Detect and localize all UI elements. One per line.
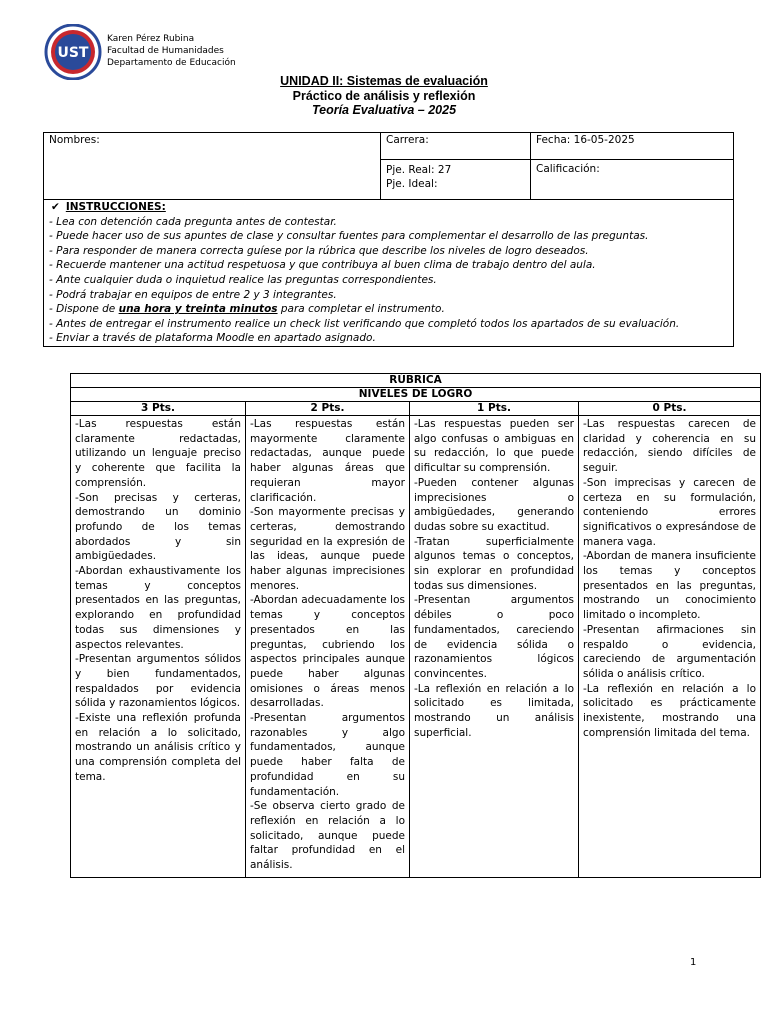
rubric-title: RÚBRICA bbox=[71, 374, 761, 388]
career-label: Carrera: bbox=[386, 134, 429, 146]
criterion: -Las respuestas pueden ser algo confusas o ambiguas en su redacción, lo que puede dificultar su comprensión. bbox=[414, 418, 574, 475]
criterion: -Presentan afirmaciones sin respaldo o evidencia, careciendo de argumentación sólida o análisis crítico. bbox=[583, 623, 756, 680]
criterion: -Las respuestas están claramente redactadas, utilizando un lenguaje preciso y coherente que facilita la comprensión. bbox=[75, 418, 241, 489]
time-emphasis: una hora y treinta minutos bbox=[118, 303, 278, 316]
criterion: -Abordan exhaustivamente los temas y conceptos presentados en las preguntas, explorando en profundidad todas sus dimensiones y aspectos relevantes. bbox=[75, 565, 241, 651]
score-cell bbox=[381, 160, 531, 200]
instruction-item: - Ante cualquier duda o inquietud realice las preguntas correspondientes. bbox=[49, 273, 437, 286]
criterion: -La reflexión en relación a lo solicitado es limitada, mostrando un análisis superficial. bbox=[414, 682, 574, 739]
instructions-heading bbox=[49, 200, 733, 215]
criterion: -Presentan argumentos débiles o poco fundamentados, careciendo de evidencia sólida o razonamientos lógicos convincentes. bbox=[414, 594, 574, 680]
rubric-cell-2pts bbox=[246, 416, 410, 878]
rubric-col-header: 2 Pts. bbox=[246, 402, 410, 416]
seal-letters: UST bbox=[57, 45, 89, 61]
criterion: -Tratan superficialmente algunos temas o conceptos, sin explorar en profundidad todas sus dimensiones. bbox=[414, 535, 574, 592]
page-number: 1 bbox=[690, 957, 697, 968]
checkmark-icon: ✔ bbox=[51, 201, 60, 213]
date-label: Fecha: 16-05-2025 bbox=[536, 134, 635, 146]
instruction-item: - Recuerde mantener una actitud respetuosa y que contribuya al buen clima de trabajo dentro del aula. bbox=[49, 259, 596, 272]
criterion: -Son imprecisas y carecen de certeza en su formulación, conteniendo errores significativos o expresándose de manera vaga. bbox=[583, 476, 756, 548]
time-prefix: - Dispone de bbox=[49, 303, 119, 316]
real-score: Pje. Real: 27 bbox=[386, 164, 452, 176]
rubric-cell-3pts bbox=[71, 416, 246, 878]
criterion: -Se observa cierto grado de reflexión en relación a lo solicitado, aunque puede faltar profundidad en el análisis. bbox=[250, 800, 405, 872]
faculty-name: Facultad de Humanidades bbox=[107, 46, 224, 56]
names-label: Nombres: bbox=[49, 134, 100, 146]
names-cell[interactable] bbox=[44, 133, 381, 200]
author-block bbox=[107, 33, 236, 69]
rubric-table bbox=[70, 373, 761, 878]
grade-cell[interactable] bbox=[531, 160, 734, 200]
instruction-item: - Podrá trabajar en equipos de entre 2 y 3 integrantes. bbox=[49, 288, 337, 301]
document-titles bbox=[0, 74, 768, 118]
instruction-item: - Antes de entregar el instrumento realice un check list verificando que completó todos los apartados de su evaluación. bbox=[49, 317, 680, 330]
author-name: Karen Pérez Rubina bbox=[107, 34, 195, 44]
instruction-item-time bbox=[49, 302, 733, 317]
criterion: -Presentan argumentos sólidos y bien fundamentados, respaldados por evidencia sólida y razonamientos lógicos. bbox=[75, 653, 241, 710]
rubric-col-header: 0 Pts. bbox=[579, 402, 761, 416]
rubric-col-header: 3 Pts. bbox=[71, 402, 246, 416]
instruction-item: - Puede hacer uso de sus apuntes de clase y consultar fuentes para complementar el desarrollo de las preguntas. bbox=[49, 230, 649, 243]
criterion: -La reflexión en relación a lo solicitado es prácticamente inexistente, mostrando una comprensión limitada del tema. bbox=[583, 682, 756, 739]
department-name: Departamento de Educación bbox=[107, 58, 236, 68]
instruction-item: - Para responder de manera correcta guíese por la rúbrica que describe los niveles de logro deseados. bbox=[49, 244, 589, 257]
career-cell[interactable] bbox=[381, 133, 531, 160]
criterion: -Las respuestas están mayormente claramente redactadas, aunque puede haber algunas áreas que requieran mayor clarificación. bbox=[250, 418, 405, 504]
ideal-score: Pje. Ideal: bbox=[386, 178, 438, 190]
criterion: -Existe una reflexión profunda en relación a lo solicitado, mostrando un análisis crítico y una comprensión completa del tema. bbox=[75, 712, 241, 783]
instruction-item: - Lea con detención cada pregunta antes de contestar. bbox=[49, 215, 337, 228]
student-info-table bbox=[43, 132, 734, 200]
time-suffix: para completar el instrumento. bbox=[277, 303, 445, 316]
date-cell bbox=[531, 133, 734, 160]
instruction-item: - Enviar a través de plataforma Moodle en apartado asignado. bbox=[49, 332, 376, 345]
theory-title: Teoría Evaluativa – 2025 bbox=[311, 103, 457, 117]
subtitle: Práctico de análisis y reflexión bbox=[292, 88, 476, 103]
university-seal-logo bbox=[40, 24, 106, 80]
criterion: -Presentan argumentos razonables y algo fundamentados, aunque puede haber falta de profundidad en su fundamentación. bbox=[250, 712, 405, 798]
criterion: -Pueden contener algunas imprecisiones o ambigüedades, generando dudas sobre su exactitud. bbox=[414, 476, 574, 533]
grade-label: Calificación: bbox=[536, 163, 600, 175]
instructions-box bbox=[43, 200, 734, 347]
criterion: -Abordan de manera insuficiente los temas y conceptos presentados en las preguntas, mostrando un conocimiento limitado o incompleto. bbox=[583, 550, 756, 622]
rubric-cell-0pts bbox=[579, 416, 761, 878]
criterion: -Son mayormente precisas y certeras, demostrando seguridad en la expresión de las ideas, aunque puede haber algunas imprecisiones menores. bbox=[250, 506, 405, 592]
criterion: -Las respuestas carecen de claridad y coherencia en su redacción, siendo difíciles de seguir. bbox=[583, 418, 756, 475]
rubric-col-header: 1 Pts. bbox=[410, 402, 579, 416]
unit-title: UNIDAD II: Sistemas de evaluación bbox=[280, 74, 488, 88]
criterion: -Abordan adecuadamente los temas y conceptos presentados en las preguntas, cubriendo los aspectos principales aunque puede haber algunas omisiones o áreas menos desarrolladas. bbox=[250, 594, 405, 710]
rubric-subtitle: NIVELES DE LOGRO bbox=[71, 388, 761, 402]
criterion: -Son precisas y certeras, demostrando un dominio profundo de los temas abordados y sin ambigüedades. bbox=[75, 491, 241, 563]
instructions-title: INSTRUCCIONES: bbox=[65, 201, 166, 213]
rubric-cell-1pts bbox=[410, 416, 579, 878]
